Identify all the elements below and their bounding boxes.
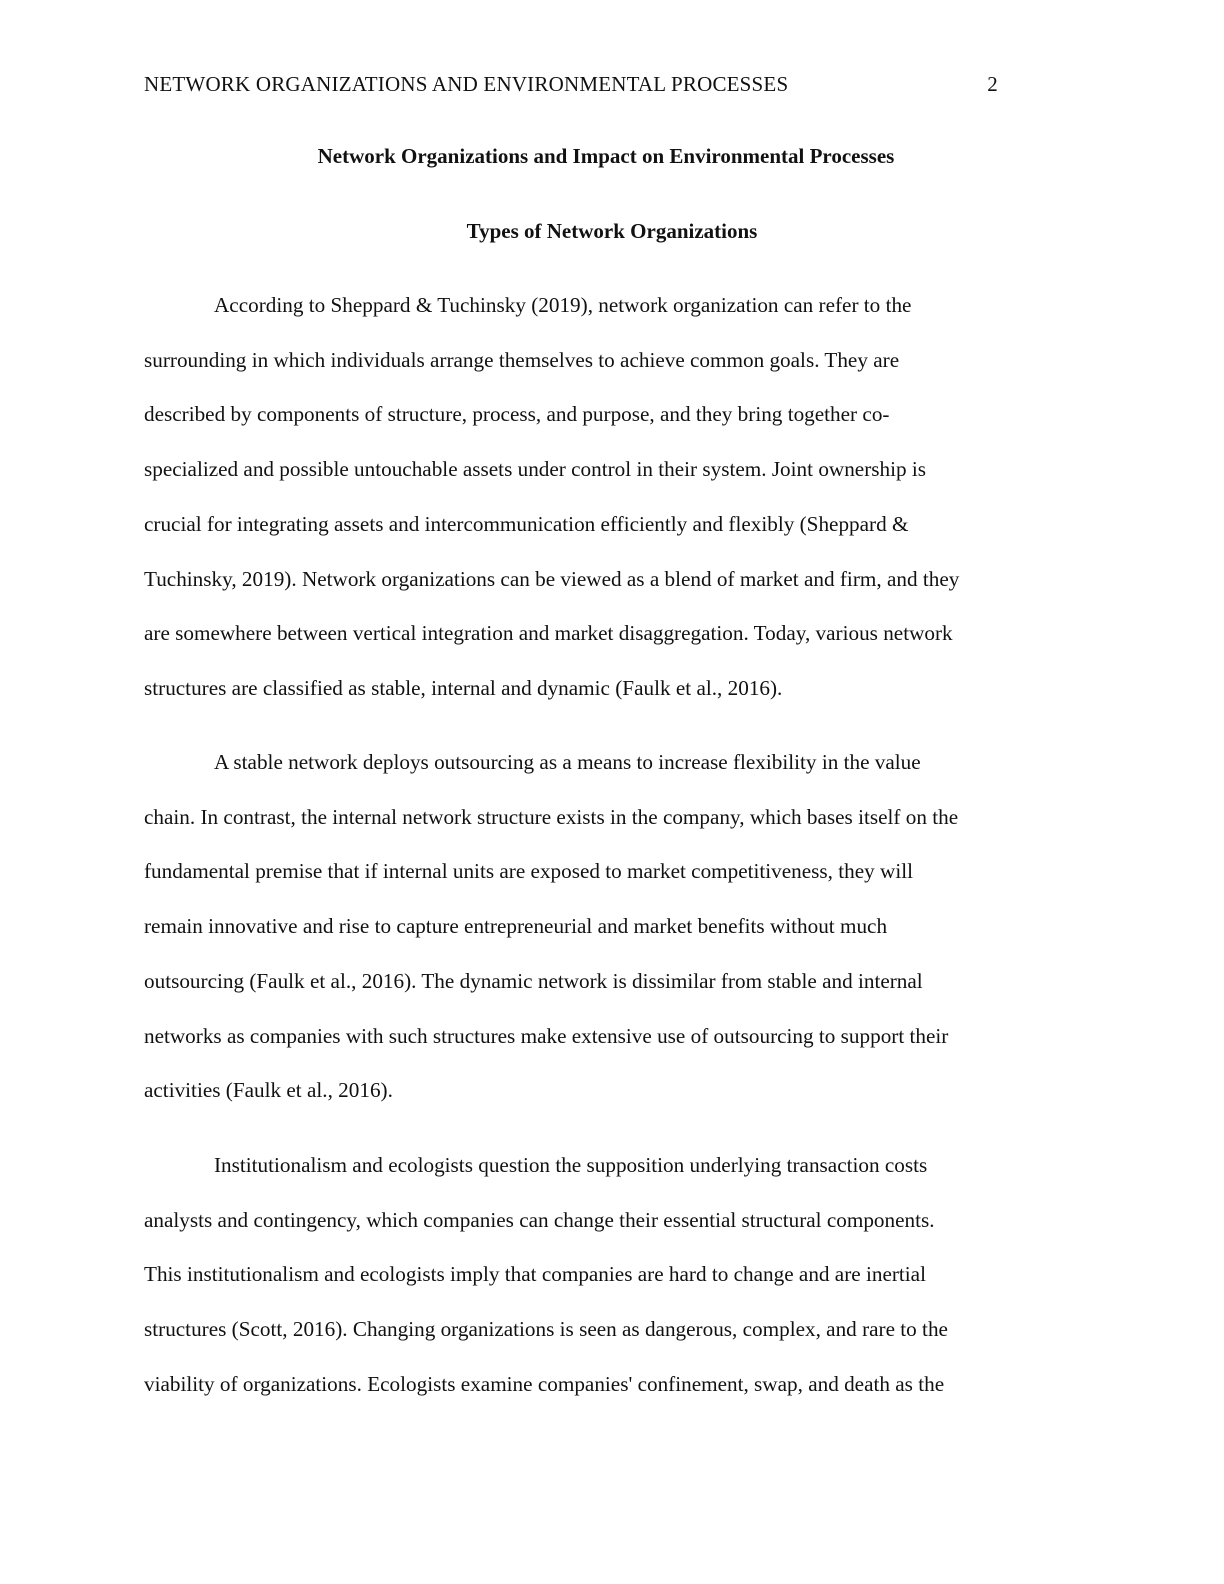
paragraph-3 xyxy=(144,1138,1084,1412)
paragraph-2 xyxy=(144,735,1084,1118)
paragraph-line: fundamental premise that if internal units are exposed to market competitiveness, they will xyxy=(144,859,913,884)
paragraph-line: structures are classified as stable, internal and dynamic (Faulk et al., 2016). xyxy=(144,675,783,700)
paragraph-1 xyxy=(144,278,1084,716)
paragraph-line: Tuchinsky, 2019). Network organizations can be viewed as a blend of market and firm, and they xyxy=(144,566,960,591)
paragraph-line: analysts and contingency, which companies can change their essential structural components. xyxy=(144,1207,935,1232)
paragraph-line: remain innovative and rise to capture entrepreneurial and market benefits without much xyxy=(144,914,888,939)
paragraph-line: outsourcing (Faulk et al., 2016). The dynamic network is dissimilar from stable and internal xyxy=(144,968,923,993)
paragraph-line: specialized and possible untouchable assets under control in their system. Joint ownership is xyxy=(144,457,927,482)
paragraph-line: A stable network deploys outsourcing as a means to increase flexibility in the value xyxy=(214,750,921,774)
section-heading: Types of Network Organizations xyxy=(466,219,758,243)
paragraph-line: viability of organizations. Ecologists examine companies' confinement, swap, and death as the xyxy=(144,1371,945,1396)
paragraph-line: activities (Faulk et al., 2016). xyxy=(144,1078,393,1103)
running-head-title: NETWORK ORGANIZATIONS AND ENVIRONMENTAL PROCESSES xyxy=(144,72,789,96)
paragraph-line: chain. In contrast, the internal network structure exists in the company, which bases itself on the xyxy=(144,804,959,829)
paragraph-line: networks as companies with such structures make extensive use of outsourcing to support their xyxy=(144,1023,949,1048)
paragraph-line: According to Sheppard & Tuchinsky (2019), network organization can refer to the xyxy=(214,293,912,317)
paragraph-line: crucial for integrating assets and intercommunication efficiently and flexibly (Sheppard & xyxy=(144,511,909,536)
paragraph-line: described by components of structure, process, and purpose, and they bring together co- xyxy=(144,402,890,427)
paragraph-line: Institutionalism and ecologists question the supposition underlying transaction costs xyxy=(214,1153,928,1177)
paper-title: Network Organizations and Impact on Environmental Processes xyxy=(317,144,895,168)
paragraph-line: are somewhere between vertical integration and market disaggregation. Today, various network xyxy=(144,621,953,646)
paragraph-line: This institutionalism and ecologists imply that companies are hard to change and are inertial xyxy=(144,1262,926,1287)
running-head xyxy=(144,72,998,100)
paragraph-line: surrounding in which individuals arrange themselves to achieve common goals. They are xyxy=(144,347,900,372)
paragraph-line: structures (Scott, 2016). Changing organizations is seen as dangerous, complex, and rare to the xyxy=(144,1317,948,1342)
page-number: 2 xyxy=(987,72,998,96)
